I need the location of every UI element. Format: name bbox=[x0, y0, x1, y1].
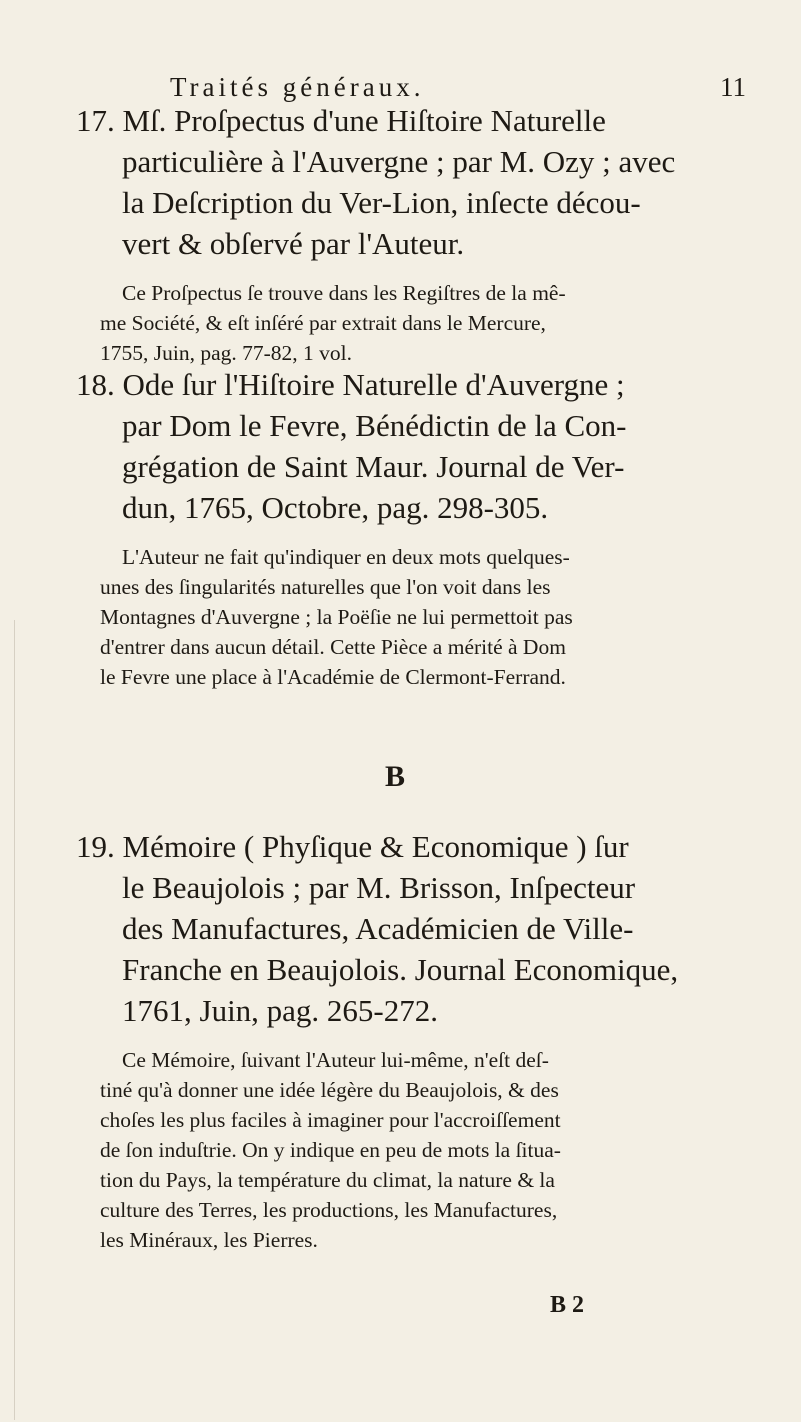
signature-mark: B 2 bbox=[550, 1292, 585, 1318]
note-line: unes des ſingularités naturelles que l'on voit dans les bbox=[100, 575, 551, 599]
entry-17 bbox=[76, 100, 780, 368]
title-line: Ode ſur l'Hiſtoire Naturelle d'Auvergne ; bbox=[122, 367, 625, 402]
title-line: particulière à l'Auvergne ; par M. Ozy ; avec bbox=[122, 144, 676, 179]
title-line: le Beaujolois ; par M. Brisson, Inſpecteur bbox=[122, 870, 636, 905]
note-line: me Société, & eſt inſéré par extrait dans le Mercure, bbox=[100, 311, 546, 335]
note-line: 1755, Juin, pag. 77-82, 1 vol. bbox=[100, 341, 353, 365]
note-line: Montagnes d'Auvergne ; la Poëſie ne lui permettoit pas bbox=[100, 605, 573, 629]
note-line: le Fevre une place à l'Académie de Clermont-Ferrand. bbox=[100, 665, 566, 689]
entry-19 bbox=[76, 826, 780, 1255]
entry-note bbox=[100, 278, 780, 368]
entry-title bbox=[76, 826, 780, 1031]
note-line: d'entrer dans aucun détail. Cette Pièce a mérité à Dom bbox=[100, 635, 566, 659]
page-number: 11 bbox=[720, 72, 746, 102]
note-line: Ce Mémoire, ſuivant l'Auteur lui-même, n'eſt deſ- bbox=[122, 1048, 549, 1072]
note-line: Ce Proſpectus ſe trouve dans les Regiſtres de la mê- bbox=[122, 281, 566, 305]
title-line: des Manufactures, Académicien de Ville- bbox=[122, 911, 634, 946]
title-line: Mſ. Proſpectus d'une Hiſtoire Naturelle bbox=[122, 103, 606, 138]
title-line: par Dom le Fevre, Bénédictin de la Con- bbox=[122, 408, 627, 443]
entry-number: 18. bbox=[76, 367, 115, 402]
entry-note bbox=[100, 542, 780, 692]
entry-title bbox=[76, 100, 780, 264]
entry-18 bbox=[76, 364, 780, 692]
note-line: les Minéraux, les Pierres. bbox=[100, 1228, 318, 1252]
title-line: grégation de Saint Maur. Journal de Ver- bbox=[122, 449, 625, 484]
title-line: vert & obſervé par l'Auteur. bbox=[122, 226, 465, 261]
section-letter: B bbox=[385, 760, 406, 793]
running-head: Traités généraux. bbox=[170, 72, 425, 102]
title-line: la Deſcription du Ver-Lion, inſecte décou- bbox=[122, 185, 641, 220]
entry-title bbox=[76, 364, 780, 528]
note-line: L'Auteur ne fait qu'indiquer en deux mots quelques- bbox=[122, 545, 570, 569]
note-line: de ſon induſtrie. On y indique en peu de mots la ſitua- bbox=[100, 1138, 561, 1162]
entry-number: 19. bbox=[76, 829, 115, 864]
entry-note bbox=[100, 1045, 780, 1255]
title-line: 1761, Juin, pag. 265-272. bbox=[122, 993, 439, 1028]
note-line: culture des Terres, les productions, les Manufactures, bbox=[100, 1198, 558, 1222]
binding-edge bbox=[0, 620, 15, 1420]
note-line: tiné qu'à donner une idée légère du Beaujolois, & des bbox=[100, 1078, 559, 1102]
title-line: Franche en Beaujolois. Journal Economique, bbox=[122, 952, 679, 987]
note-line: choſes les plus faciles à imaginer pour l'accroiſſement bbox=[100, 1108, 561, 1132]
note-line: tion du Pays, la température du climat, la nature & la bbox=[100, 1168, 555, 1192]
entry-number: 17. bbox=[76, 103, 115, 138]
title-line: Mémoire ( Phyſique & Economique ) ſur bbox=[122, 829, 629, 864]
title-line: dun, 1765, Octobre, pag. 298-305. bbox=[122, 490, 549, 525]
